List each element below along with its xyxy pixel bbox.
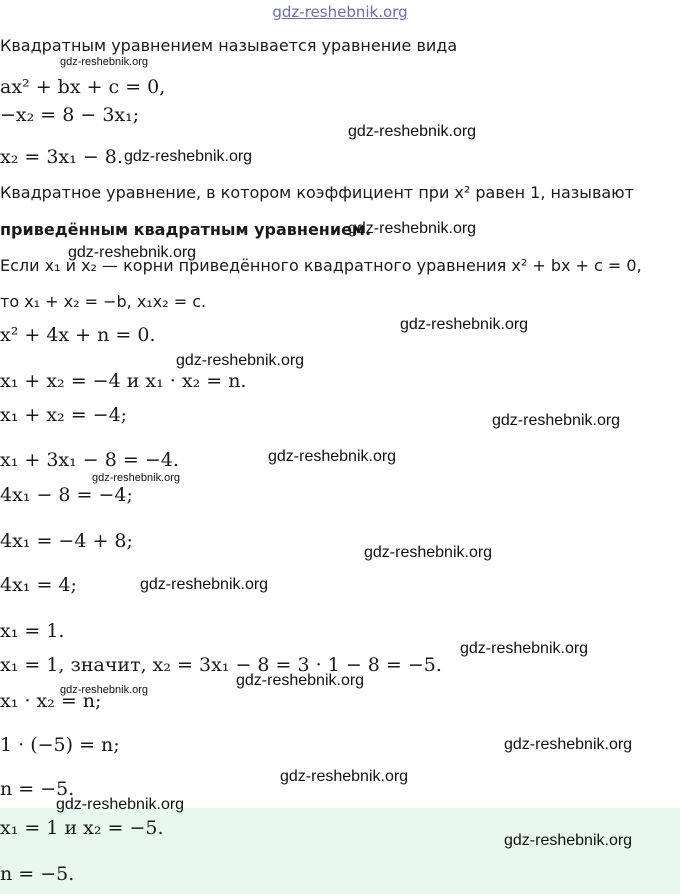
answer-n: n = −5.	[0, 863, 75, 885]
vieta-theorem-text: то x₁ + x₂ = −b, x₁x₂ = c.	[0, 292, 207, 311]
watermark: gdz-reshebnik.org	[56, 796, 185, 813]
watermark: gdz-reshebnik.org	[348, 123, 477, 140]
answer-roots: x₁ = 1 и x₂ = −5.	[0, 817, 164, 839]
equation-formula: x² + 4x + n = 0.	[0, 324, 156, 346]
site-link[interactable]: gdz-reshebnik.org	[272, 3, 408, 21]
watermark: gdz-reshebnik.org	[504, 736, 633, 753]
step-formula: x₂ = 3x₁ − 8.	[0, 146, 123, 168]
watermark: gdz-reshebnik.org	[492, 412, 621, 429]
step-formula: 4x₁ = 4;	[0, 574, 77, 596]
watermark: gdz-reshebnik.org	[140, 576, 269, 593]
step-formula: −x₂ = 8 − 3x₁;	[0, 104, 140, 126]
watermark: gdz-reshebnik.org	[236, 672, 365, 689]
watermark: gdz-reshebnik.org	[268, 448, 397, 465]
watermark: gdz-reshebnik.org	[176, 352, 305, 369]
answer-block	[0, 808, 680, 894]
general-form-formula: ax² + bx + c = 0,	[0, 76, 166, 98]
watermark: gdz-reshebnik.org	[280, 768, 409, 785]
watermark: gdz-reshebnik.org	[504, 832, 633, 849]
step-formula: x₁ + x₂ = −4 и x₁ · x₂ = n.	[0, 370, 247, 392]
watermark: gdz-reshebnik.org	[348, 220, 477, 237]
step-formula: 4x₁ = −4 + 8;	[0, 530, 133, 552]
watermark: gdz-reshebnik.org	[364, 544, 493, 561]
definition-text: Квадратное уравнение, в котором коэффициент при x² равен 1, называют	[0, 183, 634, 202]
definition-text: Квадратным уравнением называется уравнение вида	[0, 36, 458, 55]
definition-term: приведённым квадратным уравнением.	[0, 220, 372, 239]
watermark: gdz-reshebnik.org	[460, 640, 589, 657]
step-formula: x₁ = 1, значит, x₂ = 3x₁ − 8 = 3 · 1 − 8 = −5.	[0, 654, 442, 676]
watermark: gdz-reshebnik.org	[60, 684, 149, 696]
step-formula: x₁ = 1.	[0, 620, 65, 642]
step-formula: 1 · (−5) = n;	[0, 734, 120, 756]
watermark: gdz-reshebnik.org	[92, 472, 181, 484]
vieta-theorem-text: Если x₁ и x₂ — корни приведённого квадратного уравнения x² + bx + c = 0,	[0, 256, 642, 275]
watermark: gdz-reshebnik.org	[124, 148, 253, 165]
watermark: gdz-reshebnik.org	[68, 244, 197, 261]
step-formula: x₁ + x₂ = −4;	[0, 404, 128, 426]
watermark: gdz-reshebnik.org	[400, 316, 529, 333]
step-formula: n = −5.	[0, 778, 75, 800]
step-formula: 4x₁ − 8 = −4;	[0, 484, 133, 506]
step-formula: x₁ · x₂ = n;	[0, 690, 102, 712]
watermark: gdz-reshebnik.org	[60, 56, 149, 68]
step-formula: x₁ + 3x₁ − 8 = −4.	[0, 449, 179, 471]
